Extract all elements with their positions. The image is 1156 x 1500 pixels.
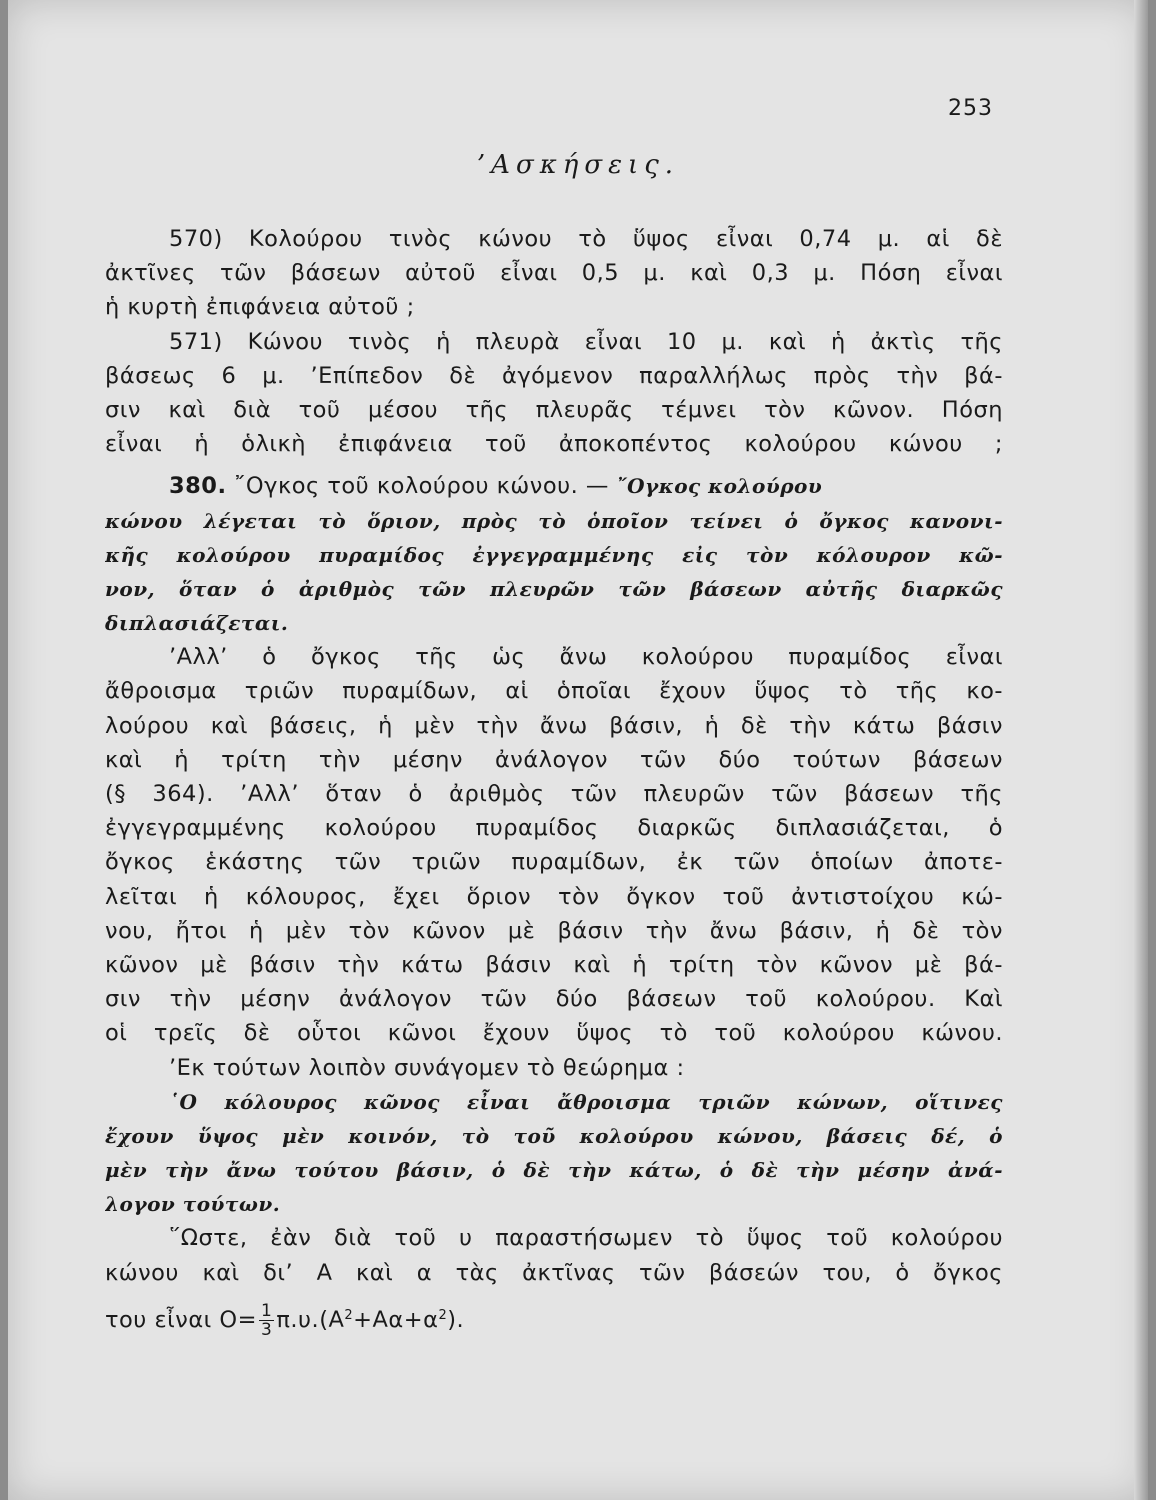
formula-equals: =: [237, 1306, 257, 1333]
fraction-numerator: 1: [261, 1300, 273, 1321]
formula-term: Αα: [372, 1306, 404, 1333]
paragraph-line: (§ 364). ’Αλλ’ ὅταν ὁ ἀριθμὸς τῶν πλευρῶν τῶν βάσεων τῆς: [105, 781, 1003, 807]
paragraph-line: νου, ἤτοι ἡ μὲν τὸν κῶνον μὲ βάσιν τὴν ἄνω βάσιν, ἡ δὲ τὸν: [105, 917, 1003, 944]
paragraph-line: οἱ τρεῖς δὲ οὗτοι κῶνοι ἔχουν ὕψος τὸ τοῦ κολούρου κώνου.: [105, 1020, 1003, 1047]
page-number: 253: [948, 96, 993, 121]
formula-fraction: [259, 1302, 274, 1339]
formula-plus: +: [353, 1306, 373, 1333]
page-body: [105, 222, 1003, 1344]
formula-prefix: του εἶναι Ο: [105, 1306, 238, 1333]
exercise-570-line: ἀκτῖνες τῶν βάσεων αὐτοῦ εἶναι 0,5 μ. καὶ 0,3 μ. Πόση εἶναι: [105, 260, 1003, 287]
exercise-570-line: ἡ κυρτὴ ἐπιφάνεια αὐτοῦ ;: [105, 294, 415, 321]
formula-exponent: 2: [438, 1307, 448, 1323]
paragraph-line: κῶνον μὲ βάσιν τὴν κάτω βάσιν καὶ ἡ τρίτη τὸν κῶνον μὲ βά-: [105, 951, 1003, 978]
volume-formula: [105, 1296, 1003, 1344]
paragraph-line: λεῖται ἡ κόλουρος, ἔχει ὅριον τὸν ὄγκον τοῦ ἀντιστοίχου κώ-: [105, 883, 1003, 910]
formula-plus: +: [403, 1306, 424, 1333]
theorem-line: λογον τούτων.: [105, 1192, 281, 1217]
definition-line: κῆς κολούρου πυραμίδος ἐγγεγραμμένης εἰς τὸν κόλουρον κῶ-: [105, 542, 1003, 567]
paragraph-line: καὶ ἡ τρίτη τὴν μέσην ἀνάλογον τῶν δύο τούτων βάσεων: [105, 746, 1003, 773]
theorem-intro: ’Εκ τούτων λοιπὸν συνάγομεν τὸ θεώρημα :: [169, 1054, 685, 1081]
paragraph-line: ἄθροισμα τριῶν πυραμίδων, αἱ ὁποῖαι ἔχουν ὕψος τὸ τῆς κο-: [105, 678, 1003, 705]
paragraph-line: ’Αλλ’ ὁ ὄγκος τῆς ὡς ἄνω κολούρου πυραμίδος εἶναι: [169, 644, 1003, 671]
definition-line: διπλασιάζεται.: [105, 611, 289, 636]
page-heading: ’Ασκήσεις.: [476, 150, 680, 180]
section-380-title-line: [105, 469, 1003, 503]
exercise-570-line: 570) Κολούρου τινὸς κώνου τὸ ὕψος εἶναι 0,74 μ. αἱ δὲ: [169, 226, 1003, 252]
exercise-571-line: 571) Κώνου τινὸς ἡ πλευρὰ εἶναι 10 μ. καὶ ἡ ἀκτὶς τῆς: [169, 328, 1003, 355]
paragraph-line: ὄγκος ἑκάστης τῶν τριῶν πυραμίδων, ἐκ τῶν ὁποίων ἀποτε-: [105, 849, 1003, 876]
theorem-line: ἔχουν ὕψος μὲν κοινόν, τὸ τοῦ κολούρου κώνου, βάσεις δέ, ὁ: [105, 1123, 1003, 1148]
paragraph-line: λούρου καὶ βάσεις, ἡ μὲν τὴν ἄνω βάσιν, ἡ δὲ τὴν κάτω βάσιν: [105, 712, 1003, 739]
exercise-571-line: βάσεως 6 μ. ’Επίπεδον δὲ ἀγόμενον παραλλήλως πρὸς τὴν βά-: [105, 362, 1003, 389]
theorem-line: μὲν τὴν ἄνω τούτου βάσιν, ὁ δὲ τὴν κάτω, ὁ δὲ τὴν μέσην ἀνά-: [105, 1158, 1003, 1183]
fraction-denominator: 3: [261, 1319, 273, 1340]
formula-middle: π.υ.(Α: [276, 1306, 345, 1333]
closing-line: κώνου καὶ δι’ Α καὶ α τὰς ἀκτῖνας τῶν βάσεών του, ὁ ὄγκος: [105, 1259, 1003, 1286]
paragraph-line: σιν τὴν μέσην ἀνάλογον τῶν δύο βάσεων τοῦ κολούρου. Καὶ: [105, 986, 1003, 1013]
exercise-571-line: σιν καὶ διὰ τοῦ μέσου τῆς πλευρᾶς τέμνει τὸν κῶνον. Πόση: [105, 396, 1003, 423]
formula-exponent: 2: [344, 1307, 354, 1323]
definition-line: νον, ὅταν ὁ ἀριθμὸς τῶν πλευρῶν τῶν βάσεων αὐτῆς διαρκῶς: [105, 576, 1003, 601]
theorem-line: ῾Ο κόλουρος κῶνος εἶναι ἄθροισμα τριῶν κώνων, οἵτινες: [169, 1089, 1003, 1114]
book-page: [8, 0, 1148, 1500]
formula-term: α: [423, 1306, 439, 1333]
definition-start: ῎Ογκος κολούρου: [616, 474, 823, 499]
section-title: ῎Ογκος τοῦ κολούρου κώνου. —: [234, 473, 609, 500]
formula-suffix: ).: [447, 1306, 465, 1333]
paragraph-line: ἐγγεγραμμένης κολούρου πυραμίδος διαρκῶς διπλασιάζεται, ὁ: [105, 815, 1003, 842]
definition-line: κώνου λέγεται τὸ ὅριον, πρὸς τὸ ὁποῖον τείνει ὁ ὄγκος κανονι-: [105, 508, 1003, 533]
exercise-571-line: εἶναι ἡ ὁλικὴ ἐπιφάνεια τοῦ ἀποκοπέντος κολούρου κώνου ;: [105, 431, 1003, 458]
page-edge: [1134, 0, 1148, 1500]
section-number: 380.: [169, 473, 227, 500]
closing-line: ῞Ωστε, ἐὰν διὰ τοῦ υ παραστήσωμεν τὸ ὕψος τοῦ κολούρου: [169, 1225, 1003, 1252]
